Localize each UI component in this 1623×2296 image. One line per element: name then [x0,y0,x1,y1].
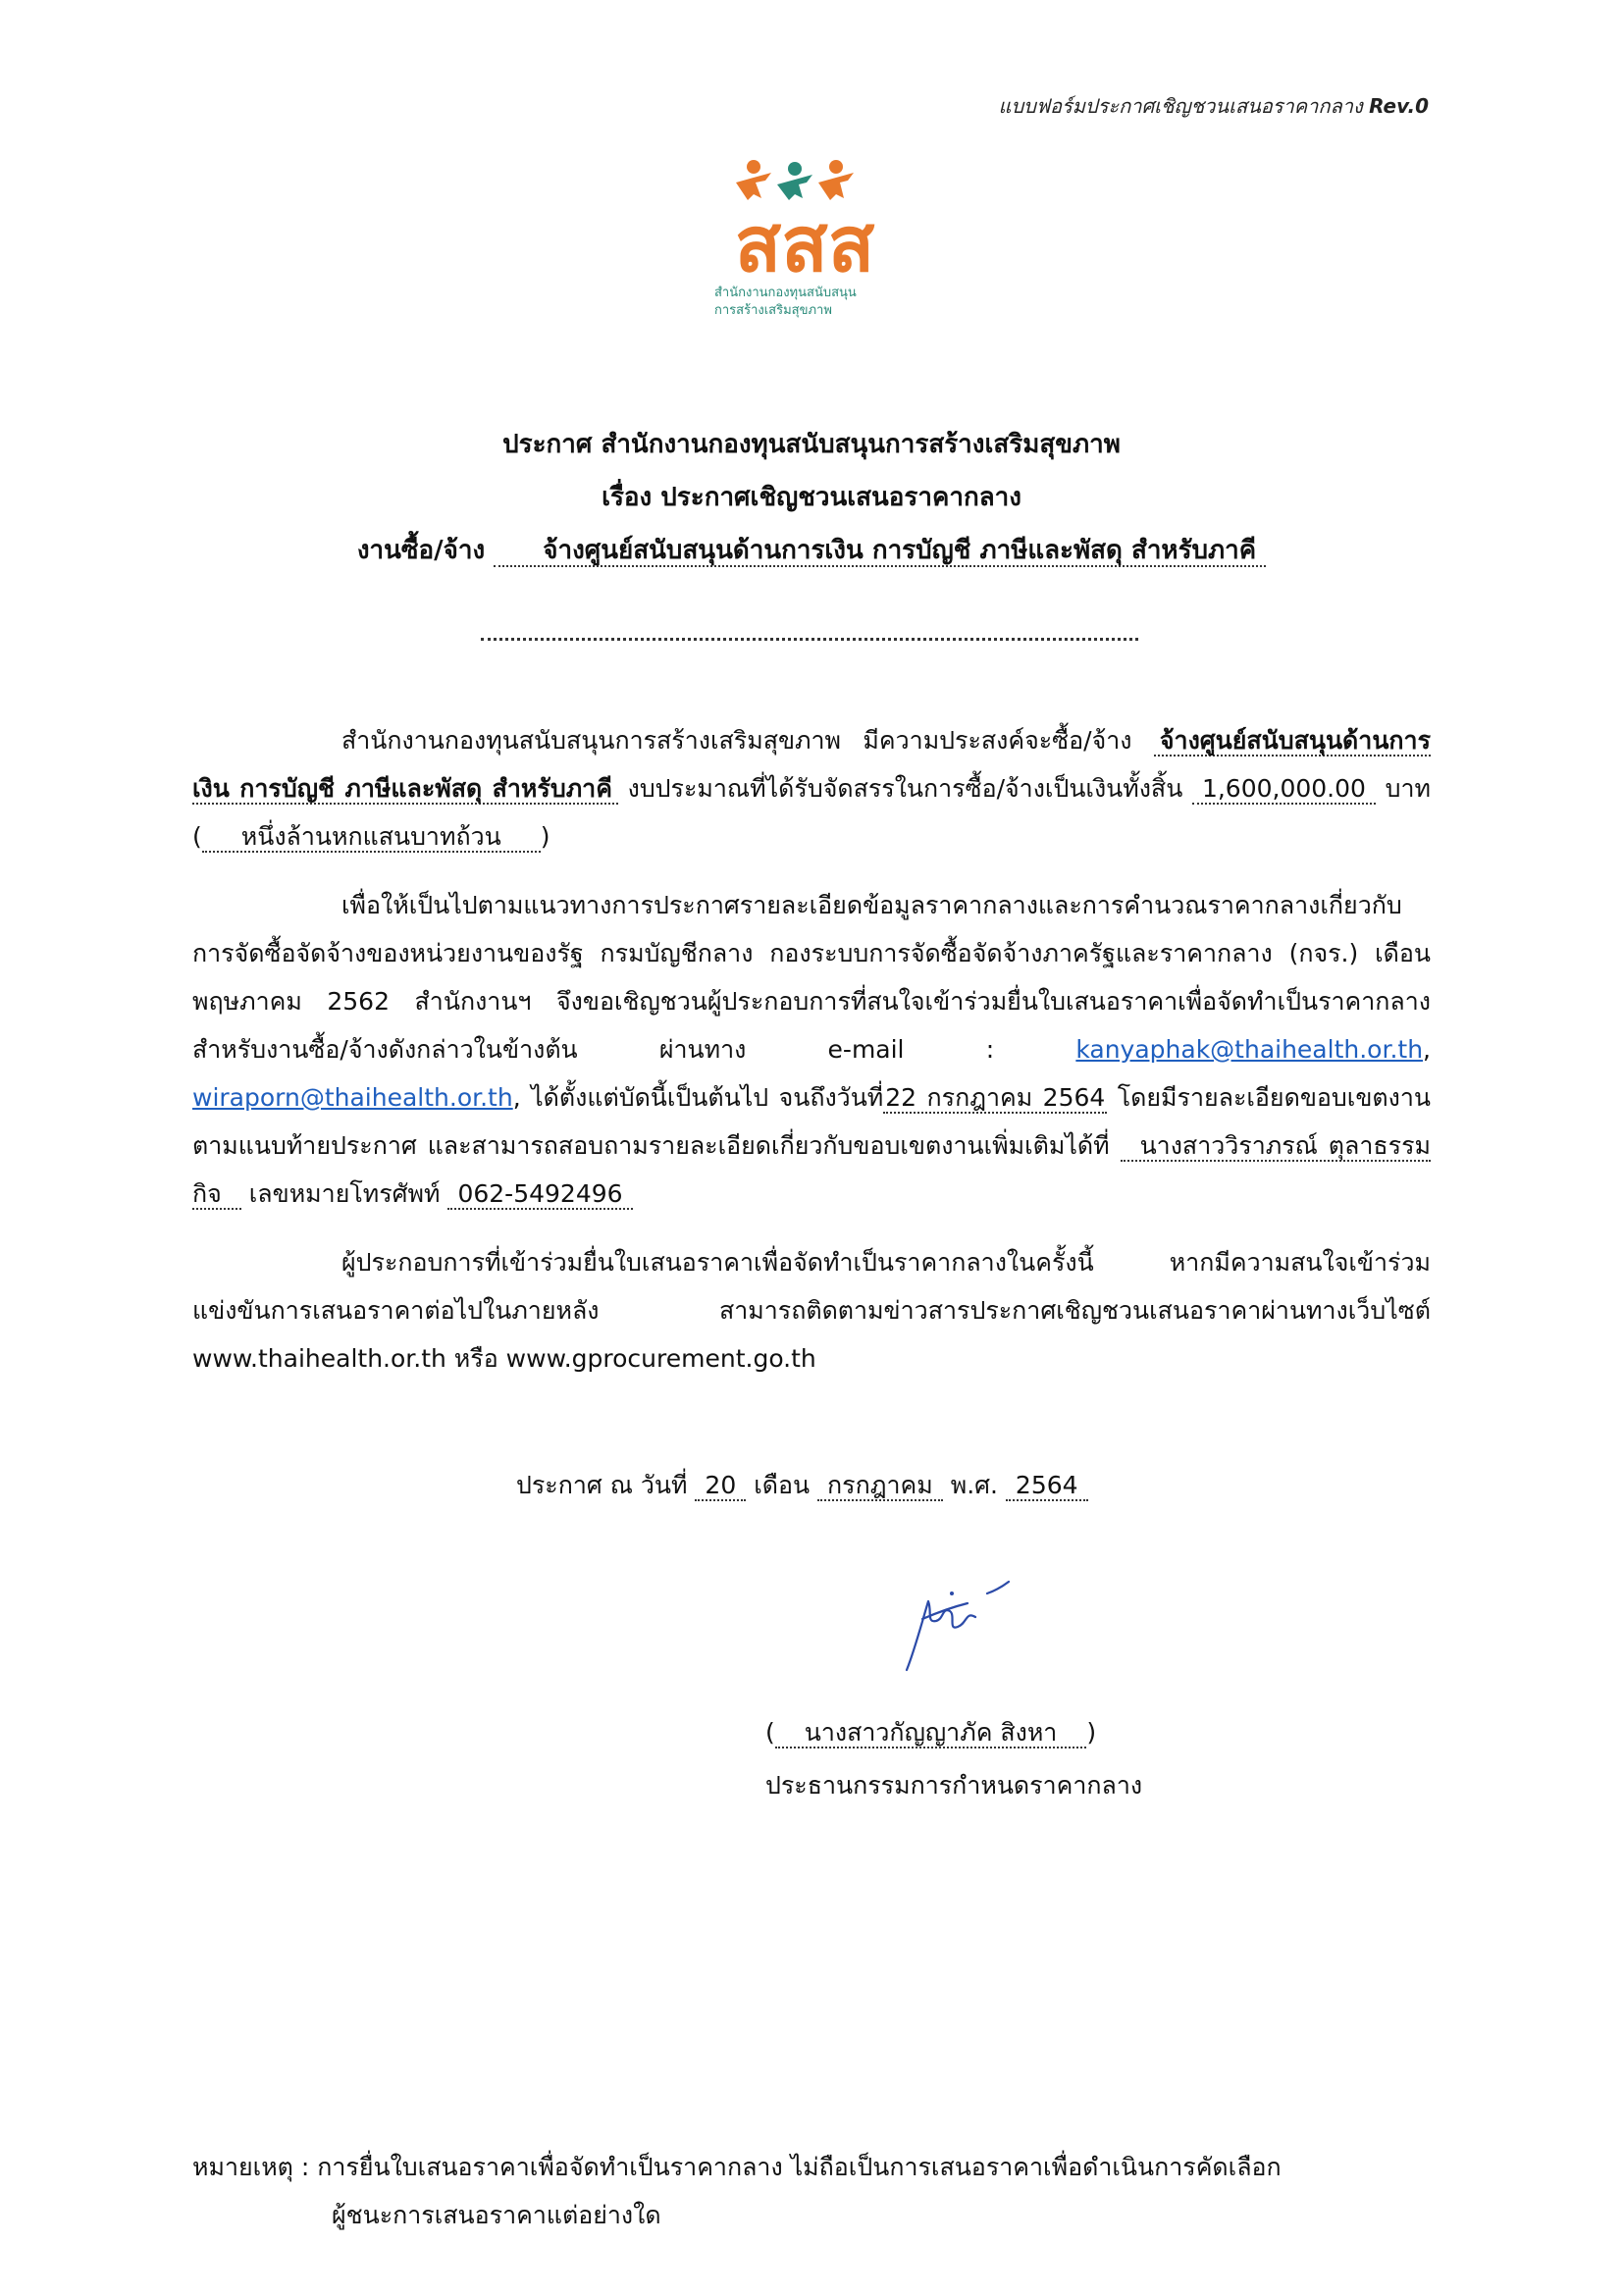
form-ref-rev: Rev.0 [1369,94,1429,118]
intro-lead: สำนักงานกองทุนสนับสนุนการสร้างเสริมสุขภาพ มีความประสงค์จะซื้อ/จ้าง [341,726,1132,755]
deadline-date: 22 กรกฎาคม 2564 [885,1083,1106,1112]
project-name: จ้างศูนย์สนับสนุนด้านการเงิน การบัญชี ภาษีและพัสดุ สำหรับภาคี [192,726,1432,803]
contact-phone: 062-5492496 [447,1179,632,1210]
budget-text: งบประมาณที่ได้รับจัดสรรในการซื้อ/จ้างเป็นเงินทั้งสิ้น [627,774,1183,803]
header-divider [481,638,1138,641]
sig-close: ) [1086,1718,1097,1747]
footnote-label: หมายเหตุ : [192,2153,310,2181]
budget-amount: 1,600,000.00 [1192,774,1376,805]
logo-caption-line1: สำนักงานกองทุนสนับสนุน [714,286,857,300]
logo-mark-icon [707,155,922,283]
from-text: ได้ตั้งแต่บัดนี้เป็นต้นไป จนถึงวันที่ [531,1083,884,1112]
signatory-title: ประธานกรรมการกำหนดราคากลาง [765,1771,1143,1800]
date-prefix: ประกาศ ณ วันที่ [516,1471,688,1499]
baht-open: บาท ( [192,774,1431,851]
handwritten-signature [893,1572,1030,1680]
details-text: เพื่อให้เป็นไปตามแนวทางการประกาศรายละเอียดข้อมูลราคากลางและการคำนวณราคากลางเกี่ยวกับการจัดซื้อจัดจ้างของหน่วยงานของรัฐ กรมบัญชีกลาง กองระบบการจัดซื้อจัดจ้างภาครัฐและราคากลาง (กจร.) เดือนพฤษภาคม 2562 สำนักงานฯ จึงขอเชิญชวนผู้ประกอบการที่สนใจเข้าร่วมยื่นใบเสนอราคาเพื่อจัดทำเป็นราคากลางสำหรับงานซื้อ/จ้างดังกล่าวในข้างต้น ผ่านทาง e-mail : [192,891,1431,1064]
phone-label: เลขหมายโทรศัพท์ [248,1179,441,1208]
logo-caption-line2: การสร้างเสริมสุขภาพ [714,303,832,318]
date-month: กรกฎาคม [817,1471,943,1501]
announcement-subject: เรื่อง ประกาศเชิญชวนเสนอราคากลาง [602,483,1021,512]
signatory-name: นางสาวกัญญาภัค สิงหา [775,1718,1087,1748]
announcement-title: ประกาศ สำนักงานกองทุนสนับสนุนการสร้างเสริมสุขภาพ [502,430,1121,459]
procurement-label: งานซื้อ/จ้าง [356,536,486,565]
procurement-value: จ้างศูนย์สนับสนุนด้านการเงิน การบัญชี ภาษีและพัสดุ สำหรับภาคี [494,536,1266,567]
paragraph-intro [192,716,1431,861]
month-label: เดือน [754,1471,811,1499]
form-ref-text: แบบฟอร์มประกาศเชิญชวนเสนอราคากลาง [998,94,1363,118]
budget-amount-words: หนึ่งล้านหกแสนบาทถ้วน [202,822,541,853]
date-year: 2564 [1006,1471,1088,1501]
followup-text: ผู้ประกอบการที่เข้าร่วมยื่นใบเสนอราคาเพื่อจัดทำเป็นราคากลางในครั้งนี้ หากมีความสนใจเข้าร่วมแข่งขันการเสนอราคาต่อไปในภายหลัง สามารถติดตามข่าวสารประกาศเชิญชวนเสนอราคาผ่านทางเว็บไซต์ www.thaihealth.or.th หรือ www.gprocurement.go.th [192,1248,1431,1373]
email-link-kanyaphak[interactable]: kanyaphak@thaihealth.or.th [1075,1035,1424,1064]
baht-close: ) [540,822,550,851]
announcement-date [516,1466,1088,1505]
paragraph-followup [192,1238,1431,1383]
date-day: 20 [695,1471,746,1501]
footnote-line2: ผู้ชนะการเสนอราคาแต่อย่างใด [332,2201,661,2229]
signatory-name-line [765,1713,1096,1752]
footnote-line1 [192,2143,1439,2191]
sig-open: ( [765,1718,775,1747]
form-reference [999,90,1429,122]
scope-text: โดยมีรายละเอียดขอบเขตงานตามแนบท้ายประกาศ และสามารถสอบถามรายละเอียดเกี่ยวกับขอบเขตงานเพิ่มเติมได้ที่ [192,1083,1431,1160]
procurement-line [0,530,1623,570]
footnote [192,2143,1439,2239]
year-label: พ.ศ. [950,1471,998,1499]
svg-text:สสส: สสส [734,201,875,283]
paragraph-details: เพื่อให้เป็นไปตามแนวทางการประกาศรายละเอียดข้อมูลราคากลางและการคำนวณราคากลางเกี่ยวกับการจัดซื้อจัดจ้างของหน่วยงานของรัฐ กรมบัญชีกลาง กองระบบการจัดซื้อจัดจ้างภาครัฐและราคากลาง (กจร.) เดือนพฤษภาคม 2562 สำนักงานฯ จึงขอเชิญชวนผู้ประกอบการที่สนใจเข้าร่วมยื่นใบเสนอราคาเพื่อจัดทำเป็นราคากลางสำหรับงานซื้อ/จ้างดังกล่าวในข้างต้น ผ่านทาง e-mail : kanyaphak@thaihealth.or.th, wiraporn@thaihealth.or.th, ได้ตั้งแต่บัดนี้เป็นต้นไป จนถึงวันที่22 กรกฎาคม 2564 โดยมีรายละเอียดขอบเขตงานตามแนบท้ายประกาศ และสามารถสอบถามรายละเอียดเกี่ยวกับขอบเขตงานเพิ่มเติมได้ที่ นางสาววิราภรณ์ ตุลาธรรมกิจ เลขหมายโทรศัพท์ 062-5492496 [192,891,1431,1208]
logo-caption [714,285,911,320]
email-link-wiraporn[interactable]: wiraporn@thaihealth.or.th [192,1083,513,1112]
contact-name: นางสาววิราภรณ์ ตุลาธรรมกิจ [192,1131,1431,1208]
footnote-text1: การยื่นใบเสนอราคาเพื่อจัดทำเป็นราคากลาง ไม่ถือเป็นการเสนอราคาเพื่อดำเนินการคัดเลือก [317,2153,1282,2181]
